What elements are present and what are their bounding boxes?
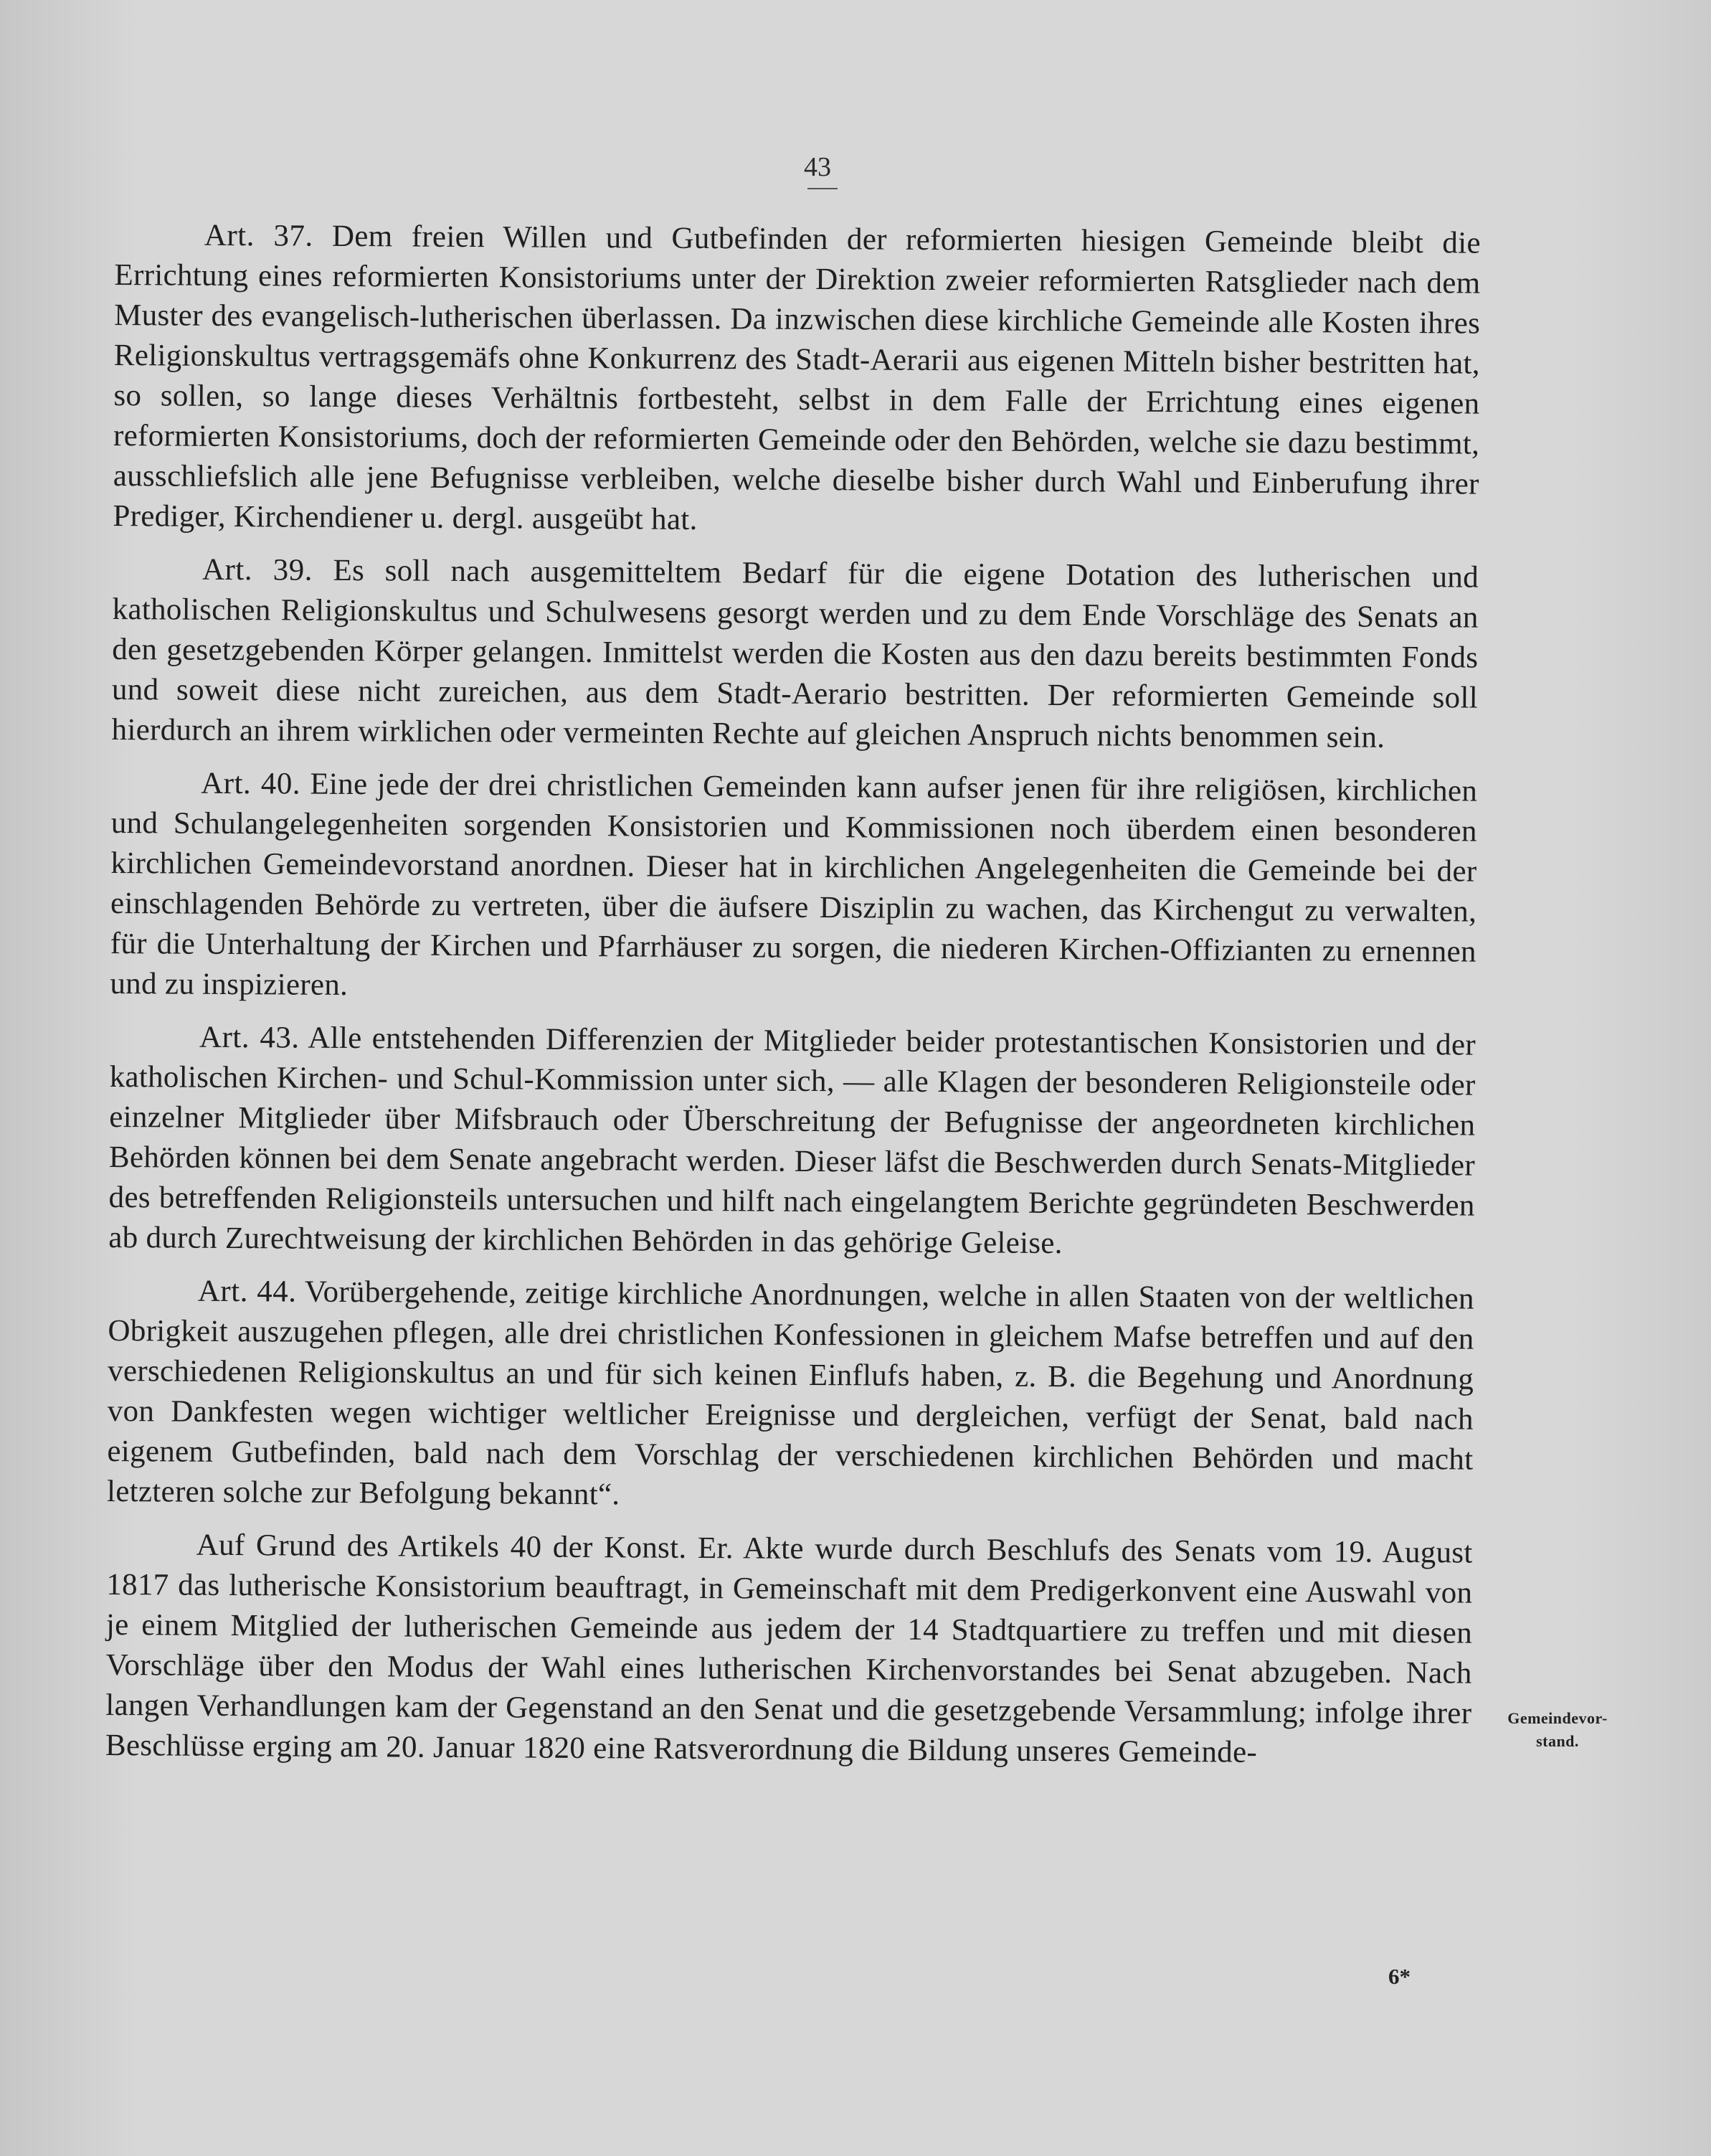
article-number: Art. 43. [199,1020,300,1055]
article-number: Art. 44. [197,1274,297,1309]
page-number-rule [807,188,838,189]
paragraph-art-37 [113,215,1481,545]
article-number: Art. 37. [204,218,313,253]
paragraph-art-39 [111,549,1479,759]
paragraph-art-44 [107,1271,1474,1521]
article-number: Art. 39. [202,552,313,587]
paragraph-art-43 [108,1017,1476,1267]
article-number: Art. 40. [201,766,301,801]
signature-mark: 6* [1388,1964,1411,1989]
page-number: 43 [804,152,831,182]
marginal-note: Gemeindevor- stand. [1507,1709,1608,1750]
paragraph-art-40 [110,763,1477,1013]
paragraph-text: Dem freien Willen und Gutbefinden der reformierten hiesigen Gemeinde bleibt die Errichtung eines reformierten Konsistoriums unter der Direktion zweier reformierten Ratsglieder nach dem Muster des evangelisch-lutherischen überlassen. Da inzwischen diese kirchliche Gemeinde alle Kosten ihres Religionskultus vertragsgemäfs ohne Konkurrenz des Stadt-Aerarii aus eigenen Mitteln bisher bestritten hat, so sollen, so lange dieses Verhältnis fortbesteht, selbst in dem Falle der Errichtung eines eigenen reformierten Konsistoriums, doch der reformierten Gemeinde oder den Behörden, welche sie dazu bestimmt, ausschliefslich alle jene Befugnisse verbleiben, welche dieselbe bisher durch Wahl und Einberufung ihrer Prediger, Kirchendiener u. dergl. ausgeübt hat. [113,219,1481,536]
paragraph-gemeindevorstand [105,1525,1473,1774]
paragraph-text: Es soll nach ausgemitteltem Bedarf für die eigene Dotation des lutherischen und katholischen Religionskultus und Schulwesens gesorgt werden und zu dem Ende Vorschläge des Senats an den gesetzgebenden Körper gelangen. Inmittelst werden die Kosten aus den dazu bereits bestimmten Fonds und soweit diese nicht zureichen, aus dem Stadt-Aerario bestritten. Der reformierten Gemeinde soll hierdurch an ihrem wirklichen oder vermeinten Rechte auf gleichen Anspruch nichts benommen sein. [111,553,1479,755]
main-text-block [105,215,1481,1774]
paragraph-text: Vorübergehende, zeitige kirchliche Anordnungen, welche in allen Staaten von der weltlichen Obrigkeit auszugehen pflegen, alle drei christlichen Konfessionen in gleichem Mafse betreffen und auf den verschiedenen Religionskultus an und für sich keinen Einflufs haben, z. B. die Begehung und Anordnung von Dankfesten wegen wichtiger weltlicher Ereignisse und dergleichen, verfügt der Senat, bald nach eigenem Gutbefinden, bald nach dem Vorschlag der verschiedenen kirchlichen Behörden und macht letzteren solche zur Befolgung bekannt“. [106,1275,1474,1512]
paragraph-text: Eine jede der drei christlichen Gemeinden kann aufser jenen für ihre religiösen, kirchlichen und Schulangelegenheiten sorgenden Konsistorien und Kommissionen noch überdem einen besonderen kirchlichen Gemeindevorstand anordnen. Dieser hat in kirchlichen Angelegenheiten die Gemeinde bei der einschlagenden Behörde zu vertreten, über die äufsere Disziplin zu wachen, das Kirchengut zu verwalten, für die Unterhaltung der Kirchen und Pfarrhäuser zu sorgen, die niederen Kirchen-Offizianten zu ernennen und zu inspizieren. [110,767,1478,1003]
paragraph-text: Alle entstehenden Differenzien der Mitglieder beider protestantischen Konsistorien und der katholischen Kirchen- und Schul-Kommission unter sich, — alle Klagen der besonderen Religionsteile oder einzelner Mitglieder über Mifsbrauch oder Überschreitung der Befugnisse der angeordneten kirchlichen Behörden können bei dem Senate angebracht werden. Dieser läfst die Beschwerden durch Senats-Mitglieder des betreffenden Religionsteils untersuchen und hilft nach eingelangtem Berichte gegründeten Beschwerden ab durch Zurechtweisung der kirchlichen Behörden in das gehörige Geleise. [108,1021,1477,1261]
paragraph-text: Auf Grund des Artikels 40 der Konst. Er. Akte wurde durch Beschlufs des Senats vom 19. August 1817 das lutherische Konsistorium beauftragt, in Gemeinschaft mit dem Predigerkonvent eine Auswahl von je einem Mitglied der lutherischen Gemeinde aus jedem der 14 Stadtquartiere zu treffen und mit diesen Vorschläge über den Modus der Wahl eines lutherischen Kirchenvorstandes bei Senat abzugeben. Nach langen Verhandlungen kam der Gegenstand an den Senat und die gesetzgebende Versammlung; infolge ihrer Beschlüsse erging am 20. Januar 1820 eine Ratsverordnung die Bildung unseres Gemeinde- [105,1528,1473,1769]
